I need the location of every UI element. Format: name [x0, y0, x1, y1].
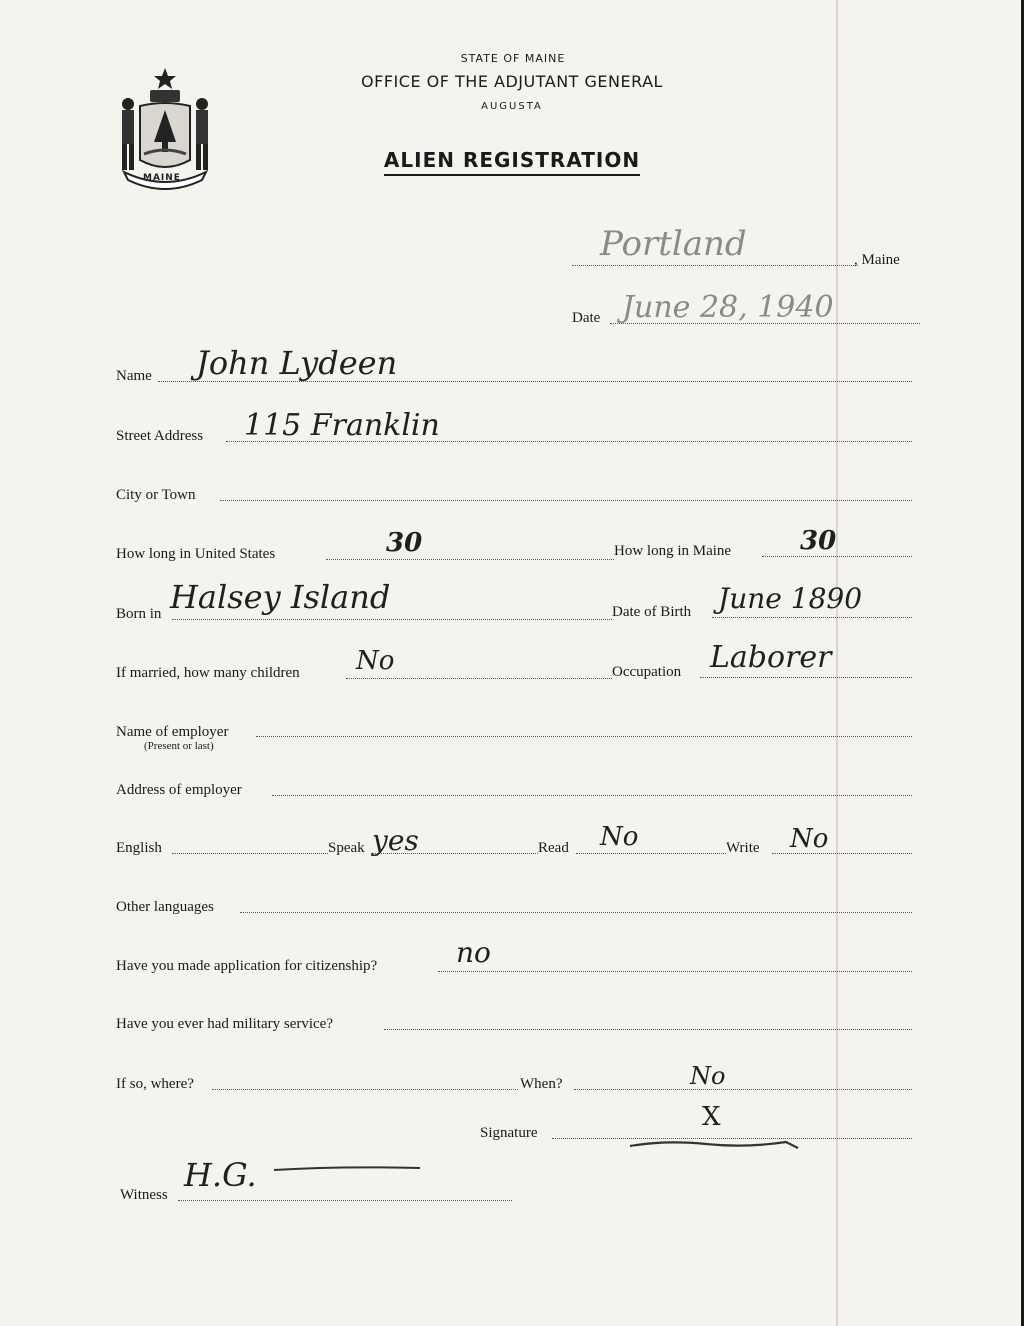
dob-handwriting[interactable]: June 1890 — [718, 582, 863, 615]
form-title-text: ALIEN REGISTRATION — [384, 148, 640, 176]
military-label: Have you ever had military service? — [116, 1016, 333, 1032]
born-label: Born in — [116, 606, 162, 622]
citizenship-line — [438, 971, 912, 972]
occupation-label: Occupation — [612, 664, 682, 680]
place-handwriting[interactable]: Portland — [600, 224, 747, 264]
how-long-maine-label: How long in Maine — [614, 543, 732, 559]
speak-handwriting[interactable]: yes — [372, 824, 419, 857]
signature-mark-handwriting[interactable]: X — [702, 1102, 721, 1132]
when-label: When? — [520, 1076, 563, 1092]
date-label: Date — [572, 310, 601, 326]
employer-sublabel: (Present or last) — [144, 740, 214, 752]
header-office: OFFICE OF THE ADJUTANT GENERAL — [361, 72, 663, 91]
other-languages-label: Other languages — [116, 899, 214, 915]
header-city: AUGUSTA — [481, 101, 543, 112]
military-line — [384, 1029, 912, 1030]
employer-label: Name of employer — [116, 724, 229, 740]
employer-address-label: Address of employer — [116, 782, 242, 798]
english-label: English — [116, 840, 162, 856]
write-handwriting[interactable]: No — [790, 824, 829, 854]
witness-label: Witness — [120, 1187, 168, 1203]
city-label: City or Town — [116, 487, 196, 503]
born-line — [172, 619, 612, 620]
name-label: Name — [116, 368, 152, 384]
other-languages-line — [240, 912, 912, 913]
how-long-maine-handwriting[interactable]: 30 — [800, 526, 837, 556]
born-handwriting[interactable]: Halsey Island — [170, 578, 391, 616]
read-handwriting[interactable]: No — [600, 822, 639, 852]
occupation-handwriting[interactable]: Laborer — [710, 640, 832, 675]
signature-label: Signature — [480, 1125, 538, 1141]
citizenship-label: Have you made application for citizenship? — [116, 958, 378, 974]
children-label: If married, how many children — [116, 665, 300, 681]
when-line — [574, 1089, 912, 1090]
how-long-us-handwriting[interactable]: 30 — [386, 528, 423, 558]
write-label: Write — [726, 840, 760, 856]
date-handwriting[interactable]: June 28, 1940 — [622, 290, 834, 325]
how-long-us-label: How long in United States — [116, 546, 276, 562]
children-line — [346, 678, 612, 679]
dob-label: Date of Birth — [612, 604, 692, 620]
form-title — [0, 148, 1024, 172]
witness-flourish-icon — [270, 1160, 430, 1180]
witness-line — [178, 1200, 512, 1201]
speak-label: Speak — [328, 840, 365, 856]
when-handwriting[interactable]: No — [690, 1062, 726, 1090]
english-line — [172, 853, 328, 854]
witness-handwriting[interactable]: H.G. — [184, 1156, 257, 1194]
read-label: Read — [538, 840, 569, 856]
page-fold-line — [836, 0, 838, 1326]
employer-line — [256, 736, 912, 737]
street-label: Street Address — [116, 428, 204, 444]
seal-motto: MAINE — [143, 173, 181, 183]
read-line — [576, 853, 726, 854]
signature-scribble-icon — [626, 1130, 806, 1154]
children-handwriting[interactable]: No — [356, 646, 395, 676]
street-handwriting[interactable]: 115 Franklin — [244, 408, 440, 443]
citizenship-handwriting[interactable]: no — [456, 936, 491, 969]
occupation-line — [700, 677, 912, 678]
where-label: If so, where? — [116, 1076, 194, 1092]
where-line — [212, 1089, 518, 1090]
how-long-us-line — [326, 559, 614, 560]
city-line — [220, 500, 912, 501]
dob-line — [712, 617, 912, 618]
how-long-maine-line — [762, 556, 912, 557]
place-suffix: , Maine — [854, 252, 900, 268]
header-state: STATE OF MAINE — [460, 52, 566, 65]
employer-address-line — [272, 795, 912, 796]
name-handwriting[interactable]: John Lydeen — [196, 344, 398, 382]
place-line — [572, 265, 858, 266]
